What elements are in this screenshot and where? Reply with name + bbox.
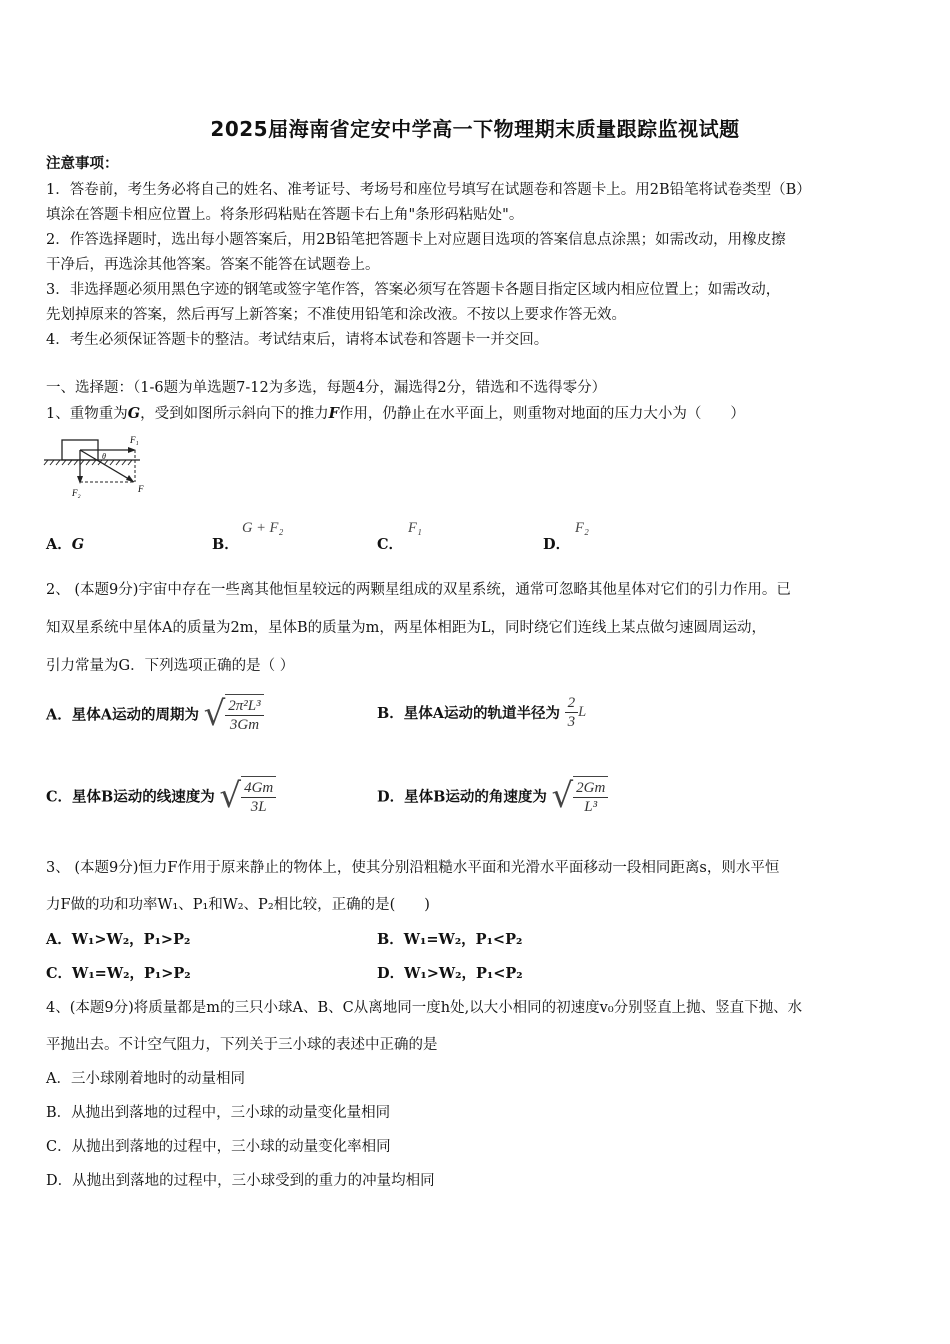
label-f: F <box>138 484 144 494</box>
q1-option-b-value: G + F₂ <box>242 520 284 536</box>
notice-line: 4．考生必须保证答题卡的整洁。考试结束后，请将本试卷和答题卡一并交回。 <box>46 332 549 348</box>
notice-line: 先划掉原来的答案，然后再写上新答案；不准使用铅笔和涂改液。不按以上要求作答无效。 <box>46 307 626 323</box>
label-f2: F₂ <box>72 488 81 498</box>
q1-force-diagram <box>42 432 152 502</box>
notice-line: 填涂在答题卡相应位置上。将条形码粘贴在答题卡右上角"条形码粘贴处"。 <box>46 207 524 223</box>
q3-option-d: D．W₁>W₂，P₁<P₂ <box>377 965 523 982</box>
q1-option-c: C． <box>377 536 404 553</box>
q3-stem-1: 3、 (本题9分)恒力F作用于原来静止的物体上，使其分别沿粗糙水平面和光滑水平面移动一段相同距离s，则水平恒 <box>46 860 780 876</box>
q1-option-b: B． <box>212 536 239 553</box>
q2-option-b: B．星体A运动的轨道半径为 $\frac{2}{3}$ L <box>377 695 587 730</box>
q4-option-b: B．从抛出到落地的过程中，三小球的动量变化量相同 <box>46 1105 391 1121</box>
q4-option-a: A．三小球刚着地时的动量相同 <box>46 1071 245 1087</box>
q3-stem-2: 力F做的功和功率W₁、P₁和W₂、P₂相比较，正确的是( ) <box>46 897 430 913</box>
q3-option-a: A．W₁>W₂，P₁>P₂ <box>46 931 191 948</box>
page-title: 2025届海南省定安中学高一下物理期末质量跟踪监视试题 <box>210 117 740 141</box>
label-theta: θ <box>102 452 106 461</box>
q1-option-a: A．G <box>46 536 85 553</box>
q4-stem-1: 4、(本题9分)将质量都是m的三只小球A、B、C从离地同一度h处,以大小相同的初速度v₀分别竖直上抛、竖直下抛、水 <box>46 1000 803 1016</box>
q2-stem-3: 引力常量为G．下列选项正确的是（ ） <box>46 658 295 674</box>
q4-option-c: C．从抛出到落地的过程中，三小球的动量变化率相同 <box>46 1139 391 1155</box>
notice-line: 干净后，再选涂其他答案。答案不能答在试题卷上。 <box>46 257 380 273</box>
notice-line: 3．非选择题必须用黑色字迹的钢笔或签字笔作答，答案必须写在答题卡各题目指定区域内相应位置上；如需改动， <box>46 282 781 298</box>
q2-stem-2: 知双星系统中星体A的质量为2m，星体B的质量为m，两星体相距为L，同时绕它们连线上某点做匀速圆周运动， <box>46 620 766 636</box>
q2-option-d: D．星体B运动的角速度为 √ $\frac{2Gm}{\text{L³}}$ <box>377 776 608 816</box>
q3-option-c: C．W₁=W₂，P₁>P₂ <box>46 965 191 982</box>
q4-stem-2: 平抛出去。不计空气阻力，下列关于三小球的表述中正确的是 <box>46 1037 438 1053</box>
q3-option-b: B．W₁=W₂，P₁<P₂ <box>377 931 523 948</box>
q2-stem-1: 2、 (本题9分)宇宙中存在一些离其他恒星较远的两颗星组成的双星系统，通常可忽略其他星体对它们的引力作用。已 <box>46 582 791 598</box>
label-f1: F₁ <box>130 435 139 445</box>
q1-option-c-value: F₁ <box>408 520 422 536</box>
q1-option-d-value: F₂ <box>575 520 589 536</box>
q2-option-a: A．星体A运动的周期为 √ $\frac{\text{2π²L³}}{3Gm}$ <box>46 694 264 734</box>
q4-option-d: D．从抛出到落地的过程中，三小球受到的重力的冲量均相同 <box>46 1173 435 1189</box>
notice-line: 1．答卷前，考生务必将自己的姓名、准考证号、考场号和座位号填写在试题卷和答题卡上。用2B铅笔将试卷类型（B） <box>46 182 811 198</box>
q1-option-d: D． <box>543 536 571 553</box>
section-heading: 一、选择题：（1-6题为单选题7-12为多选，每题4分，漏选得2分，错选和不选得零分） <box>46 380 607 396</box>
q2-option-c: C．星体B运动的线速度为 √ $\frac{4Gm}{3L}$ <box>46 776 276 816</box>
notice-heading: 注意事项： <box>46 155 119 172</box>
q1-stem: 1、重物重为G，受到如图所示斜向下的推力F作用，仍静止在水平面上，则重物对地面的压力大小为（ ） <box>46 405 745 422</box>
notice-line: 2．作答选择题时，选出每小题答案后，用2B铅笔把答题卡上对应题目选项的答案信息点涂黑；如需改动，用橡皮擦 <box>46 232 786 248</box>
